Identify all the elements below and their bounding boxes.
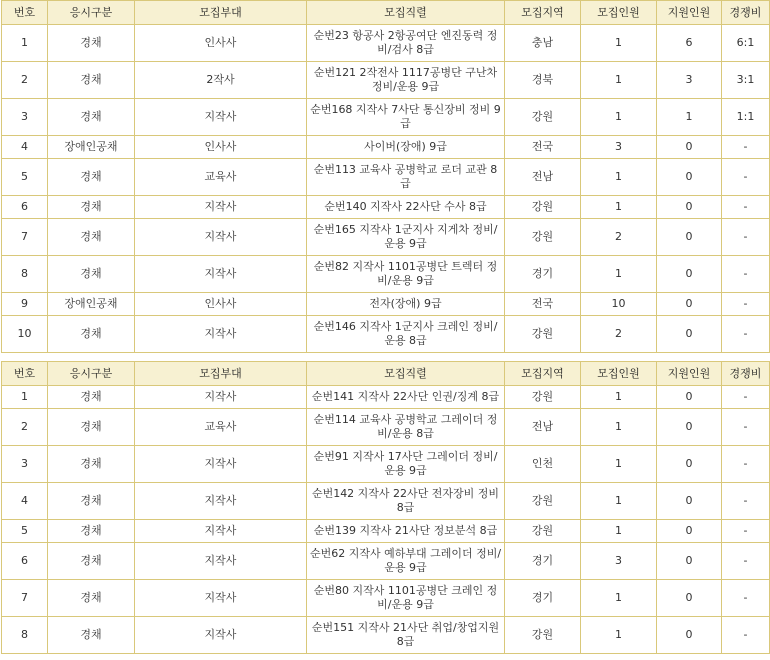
cell-no: 6 — [2, 543, 48, 580]
table-row — [2, 25, 770, 62]
cell-ratio: - — [722, 617, 770, 654]
cell-region: 강원 — [505, 483, 581, 520]
table-2-header-row — [2, 362, 770, 386]
cell-ratio: - — [722, 159, 770, 196]
column-header-recruit: 모집인원 — [581, 362, 657, 386]
table-row — [2, 293, 770, 316]
recruitment-table-1 — [1, 0, 770, 353]
cell-applied: 0 — [657, 293, 722, 316]
cell-applied: 0 — [657, 196, 722, 219]
cell-job: 순번121 2작전사 1117공병단 구난차 정비/운용 9급 — [307, 62, 505, 99]
cell-ratio: - — [722, 196, 770, 219]
table-row — [2, 316, 770, 353]
cell-ratio: - — [722, 446, 770, 483]
cell-ratio: - — [722, 256, 770, 293]
table-row — [2, 386, 770, 409]
column-header-applied: 지원인원 — [657, 1, 722, 25]
cell-job: 순번168 지작사 7사단 통신장비 정비 9급 — [307, 99, 505, 136]
cell-no: 4 — [2, 136, 48, 159]
cell-region: 강원 — [505, 316, 581, 353]
cell-recruit: 3 — [581, 136, 657, 159]
cell-applied: 0 — [657, 256, 722, 293]
column-header-unit: 모집부대 — [135, 362, 307, 386]
cell-no: 3 — [2, 99, 48, 136]
cell-job: 순번82 지작사 1101공병단 트렉터 정비/운용 9급 — [307, 256, 505, 293]
cell-no: 8 — [2, 256, 48, 293]
table-row — [2, 520, 770, 543]
table-row — [2, 99, 770, 136]
cell-job: 순번113 교육사 공병학교 로더 교관 8급 — [307, 159, 505, 196]
cell-type: 경채 — [48, 62, 135, 99]
cell-unit: 교육사 — [135, 409, 307, 446]
cell-job: 순번165 지작사 1군지사 지게차 정비/운용 9급 — [307, 219, 505, 256]
cell-ratio: - — [722, 409, 770, 446]
cell-applied: 0 — [657, 136, 722, 159]
cell-type: 경채 — [48, 256, 135, 293]
cell-job: 순번141 지작사 22사단 인권/징계 8급 — [307, 386, 505, 409]
column-header-job: 모집직렬 — [307, 362, 505, 386]
table-row — [2, 580, 770, 617]
cell-recruit: 1 — [581, 483, 657, 520]
column-header-applied: 지원인원 — [657, 362, 722, 386]
cell-type: 장애인공채 — [48, 136, 135, 159]
cell-no: 4 — [2, 483, 48, 520]
cell-ratio: 3:1 — [722, 62, 770, 99]
cell-unit: 지작사 — [135, 617, 307, 654]
cell-applied: 3 — [657, 62, 722, 99]
cell-recruit: 1 — [581, 25, 657, 62]
cell-type: 경채 — [48, 580, 135, 617]
cell-region: 충남 — [505, 25, 581, 62]
cell-unit: 지작사 — [135, 316, 307, 353]
cell-region: 강원 — [505, 617, 581, 654]
cell-applied: 0 — [657, 520, 722, 543]
cell-type: 장애인공채 — [48, 293, 135, 316]
cell-region: 전국 — [505, 136, 581, 159]
cell-type: 경채 — [48, 520, 135, 543]
cell-applied: 0 — [657, 617, 722, 654]
cell-ratio: - — [722, 219, 770, 256]
cell-applied: 0 — [657, 446, 722, 483]
cell-unit: 교육사 — [135, 159, 307, 196]
cell-type: 경채 — [48, 617, 135, 654]
cell-ratio: 1:1 — [722, 99, 770, 136]
cell-region: 전남 — [505, 159, 581, 196]
cell-region: 전국 — [505, 293, 581, 316]
cell-type: 경채 — [48, 99, 135, 136]
cell-applied: 0 — [657, 219, 722, 256]
cell-type: 경채 — [48, 196, 135, 219]
cell-recruit: 1 — [581, 520, 657, 543]
cell-region: 전남 — [505, 409, 581, 446]
cell-no: 8 — [2, 617, 48, 654]
cell-recruit: 10 — [581, 293, 657, 316]
cell-type: 경채 — [48, 159, 135, 196]
table-row — [2, 617, 770, 654]
cell-unit: 지작사 — [135, 543, 307, 580]
cell-unit: 지작사 — [135, 256, 307, 293]
cell-job: 순번139 지작사 21사단 정보분석 8급 — [307, 520, 505, 543]
cell-job: 순번142 지작사 22사단 전자장비 정비 8급 — [307, 483, 505, 520]
cell-type: 경채 — [48, 446, 135, 483]
cell-job: 순번23 항공사 2항공여단 엔진동력 정비/검사 8급 — [307, 25, 505, 62]
table-row — [2, 219, 770, 256]
cell-recruit: 1 — [581, 99, 657, 136]
cell-no: 10 — [2, 316, 48, 353]
table-row — [2, 543, 770, 580]
cell-type: 경채 — [48, 25, 135, 62]
cell-recruit: 1 — [581, 580, 657, 617]
cell-region: 강원 — [505, 99, 581, 136]
cell-type: 경채 — [48, 386, 135, 409]
table-row — [2, 483, 770, 520]
cell-unit: 인사사 — [135, 136, 307, 159]
cell-no: 7 — [2, 219, 48, 256]
column-header-region: 모집지역 — [505, 362, 581, 386]
cell-unit: 지작사 — [135, 196, 307, 219]
column-header-no: 번호 — [2, 362, 48, 386]
cell-region: 강원 — [505, 196, 581, 219]
cell-unit: 지작사 — [135, 219, 307, 256]
cell-region: 강원 — [505, 219, 581, 256]
cell-recruit: 1 — [581, 409, 657, 446]
column-header-recruit: 모집인원 — [581, 1, 657, 25]
cell-ratio: - — [722, 580, 770, 617]
cell-job: 순번151 지작사 21사단 취업/창업지원 8급 — [307, 617, 505, 654]
cell-type: 경채 — [48, 219, 135, 256]
cell-unit: 지작사 — [135, 483, 307, 520]
cell-job: 전자(장애) 9급 — [307, 293, 505, 316]
cell-ratio: - — [722, 386, 770, 409]
cell-recruit: 1 — [581, 62, 657, 99]
cell-applied: 0 — [657, 580, 722, 617]
cell-ratio: - — [722, 136, 770, 159]
cell-applied: 0 — [657, 386, 722, 409]
cell-job: 순번80 지작사 1101공병단 크레인 정비/운용 9급 — [307, 580, 505, 617]
column-header-no: 번호 — [2, 1, 48, 25]
cell-unit: 지작사 — [135, 99, 307, 136]
table-row — [2, 136, 770, 159]
cell-recruit: 1 — [581, 256, 657, 293]
cell-recruit: 2 — [581, 219, 657, 256]
table-2-body — [2, 386, 770, 654]
cell-no: 9 — [2, 293, 48, 316]
table-row — [2, 159, 770, 196]
cell-type: 경채 — [48, 483, 135, 520]
cell-applied: 1 — [657, 99, 722, 136]
cell-applied: 0 — [657, 543, 722, 580]
column-header-ratio: 경쟁비 — [722, 1, 770, 25]
recruitment-table-2 — [1, 361, 770, 654]
cell-recruit: 1 — [581, 386, 657, 409]
cell-ratio: - — [722, 543, 770, 580]
cell-no: 6 — [2, 196, 48, 219]
column-header-type: 응시구분 — [48, 362, 135, 386]
cell-ratio: - — [722, 293, 770, 316]
cell-job: 순번114 교육사 공병학교 그레이더 정비/운용 8급 — [307, 409, 505, 446]
cell-region: 강원 — [505, 520, 581, 543]
cell-job: 순번146 지작사 1군지사 크레인 정비/운용 8급 — [307, 316, 505, 353]
cell-no: 1 — [2, 25, 48, 62]
cell-recruit: 1 — [581, 617, 657, 654]
cell-applied: 0 — [657, 409, 722, 446]
cell-job: 순번140 지작사 22사단 수사 8급 — [307, 196, 505, 219]
cell-unit: 2작사 — [135, 62, 307, 99]
table-row — [2, 196, 770, 219]
column-header-unit: 모집부대 — [135, 1, 307, 25]
cell-region: 경기 — [505, 580, 581, 617]
cell-recruit: 1 — [581, 159, 657, 196]
cell-no: 5 — [2, 520, 48, 543]
cell-no: 2 — [2, 409, 48, 446]
cell-region: 경기 — [505, 543, 581, 580]
cell-job: 사이버(장애) 9급 — [307, 136, 505, 159]
cell-ratio: - — [722, 483, 770, 520]
column-header-ratio: 경쟁비 — [722, 362, 770, 386]
cell-applied: 0 — [657, 159, 722, 196]
cell-ratio: - — [722, 316, 770, 353]
table-row — [2, 62, 770, 99]
cell-recruit: 1 — [581, 196, 657, 219]
cell-recruit: 2 — [581, 316, 657, 353]
cell-unit: 인사사 — [135, 293, 307, 316]
table-row — [2, 446, 770, 483]
cell-no: 1 — [2, 386, 48, 409]
cell-region: 강원 — [505, 386, 581, 409]
cell-no: 2 — [2, 62, 48, 99]
cell-unit: 지작사 — [135, 446, 307, 483]
table-row — [2, 409, 770, 446]
table-1-header-row — [2, 1, 770, 25]
cell-unit: 지작사 — [135, 386, 307, 409]
column-header-type: 응시구분 — [48, 1, 135, 25]
cell-no: 5 — [2, 159, 48, 196]
cell-type: 경채 — [48, 543, 135, 580]
cell-applied: 0 — [657, 316, 722, 353]
cell-ratio: - — [722, 520, 770, 543]
cell-no: 7 — [2, 580, 48, 617]
cell-ratio: 6:1 — [722, 25, 770, 62]
cell-no: 3 — [2, 446, 48, 483]
cell-unit: 지작사 — [135, 520, 307, 543]
cell-job: 순번62 지작사 예하부대 그레이더 정비/운용 9급 — [307, 543, 505, 580]
cell-type: 경채 — [48, 316, 135, 353]
cell-recruit: 3 — [581, 543, 657, 580]
cell-recruit: 1 — [581, 446, 657, 483]
cell-region: 경북 — [505, 62, 581, 99]
cell-region: 인천 — [505, 446, 581, 483]
cell-region: 경기 — [505, 256, 581, 293]
column-header-region: 모집지역 — [505, 1, 581, 25]
cell-type: 경채 — [48, 409, 135, 446]
table-row — [2, 256, 770, 293]
cell-unit: 인사사 — [135, 25, 307, 62]
cell-applied: 0 — [657, 483, 722, 520]
column-header-job: 모집직렬 — [307, 1, 505, 25]
cell-applied: 6 — [657, 25, 722, 62]
cell-unit: 지작사 — [135, 580, 307, 617]
cell-job: 순번91 지작사 17사단 그레이더 정비/운용 9급 — [307, 446, 505, 483]
table-1-body — [2, 25, 770, 353]
